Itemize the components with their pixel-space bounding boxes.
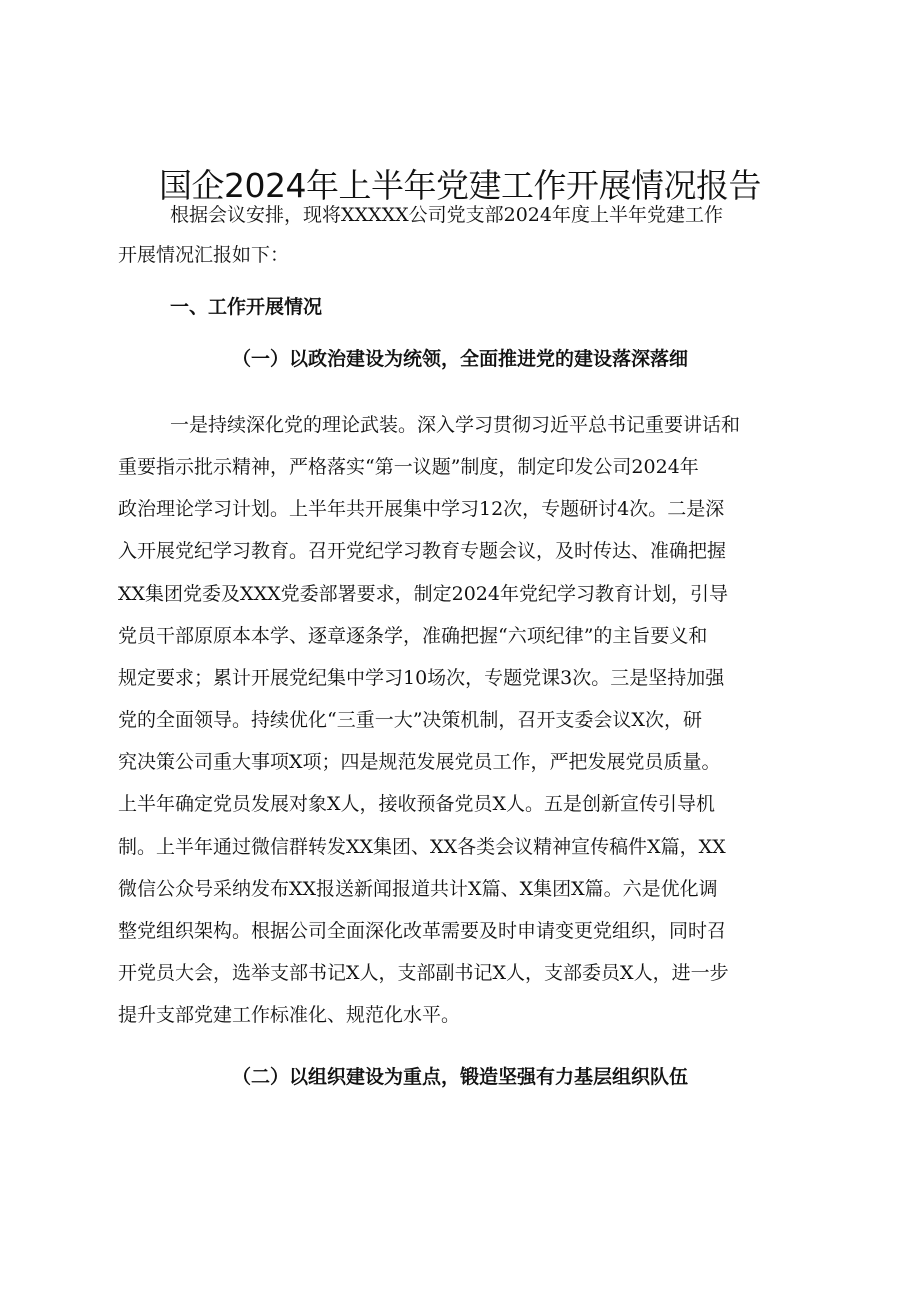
document-title: 国企2024年上半年党建工作开展情况报告 (159, 166, 761, 205)
subsection-two-heading: （二）以组织建设为重点，锻造坚强有力基层组织队伍 (231, 1066, 688, 1088)
body-line: 提升支部党建工作标准化、规范化水平。 (118, 1004, 461, 1026)
body-line: 微信公众号采纳发布XX报送新闻报道共计X篇、X集团X篇。六是优化调 (118, 878, 718, 900)
body-line: 规定要求；累计开展党纪集中学习10场次，专题党课3次。三是坚持加强 (118, 667, 725, 689)
body-line: 究决策公司重大事项X项；四是规范发展党员工作，严把发展党员质量。 (118, 751, 721, 773)
body-line: 一是持续深化党的理论武装。深入学习贯彻习近平总书记重要讲话和 (170, 414, 741, 436)
body-line: 党的全面领导。持续优化“三重一大”决策机制，召开支委会议X次，研 (118, 709, 702, 731)
subsection-one-heading: （一）以政治建设为统领，全面推进党的建设落深落细 (231, 348, 688, 370)
body-line: 政治理论学习计划。上半年共开展集中学习12次，专题研讨4次。二是深 (118, 498, 725, 520)
body-line: 党员干部原原本本学、逐章逐条学，准确把握“六项纪律”的主旨要义和 (118, 625, 708, 647)
body-line: 入开展党纪学习教育。召开党纪学习教育专题会议，及时传达、准确把握 (118, 540, 727, 562)
section-one-heading: 一、工作开展情况 (170, 296, 323, 318)
body-line: 制。上半年通过微信群转发XX集团、XX各类会议精神宣传稿件X篇，XX (118, 836, 726, 858)
intro-line-1: 根据会议安排，现将XXXXX公司党支部2024年度上半年党建工作 (170, 204, 723, 226)
body-line: 开党员大会，选举支部书记X人，支部副书记X人，支部委员X人，进一步 (118, 962, 729, 984)
body-line: 重要指示批示精神，严格落实“第一议题”制度，制定印发公司2024年 (118, 456, 699, 478)
intro-line-2: 开展情况汇报如下： (118, 244, 290, 266)
body-line: 上半年确定党员发展对象X人，接收预备党员X人。五是创新宣传引导机 (118, 793, 716, 815)
body-line: 整党组织架构。根据公司全面深化改革需要及时申请变更党组织，同时召 (118, 920, 727, 942)
body-line: XX集团党委及XXX党委部署要求，制定2024年党纪学习教育计划，引导 (118, 583, 728, 605)
